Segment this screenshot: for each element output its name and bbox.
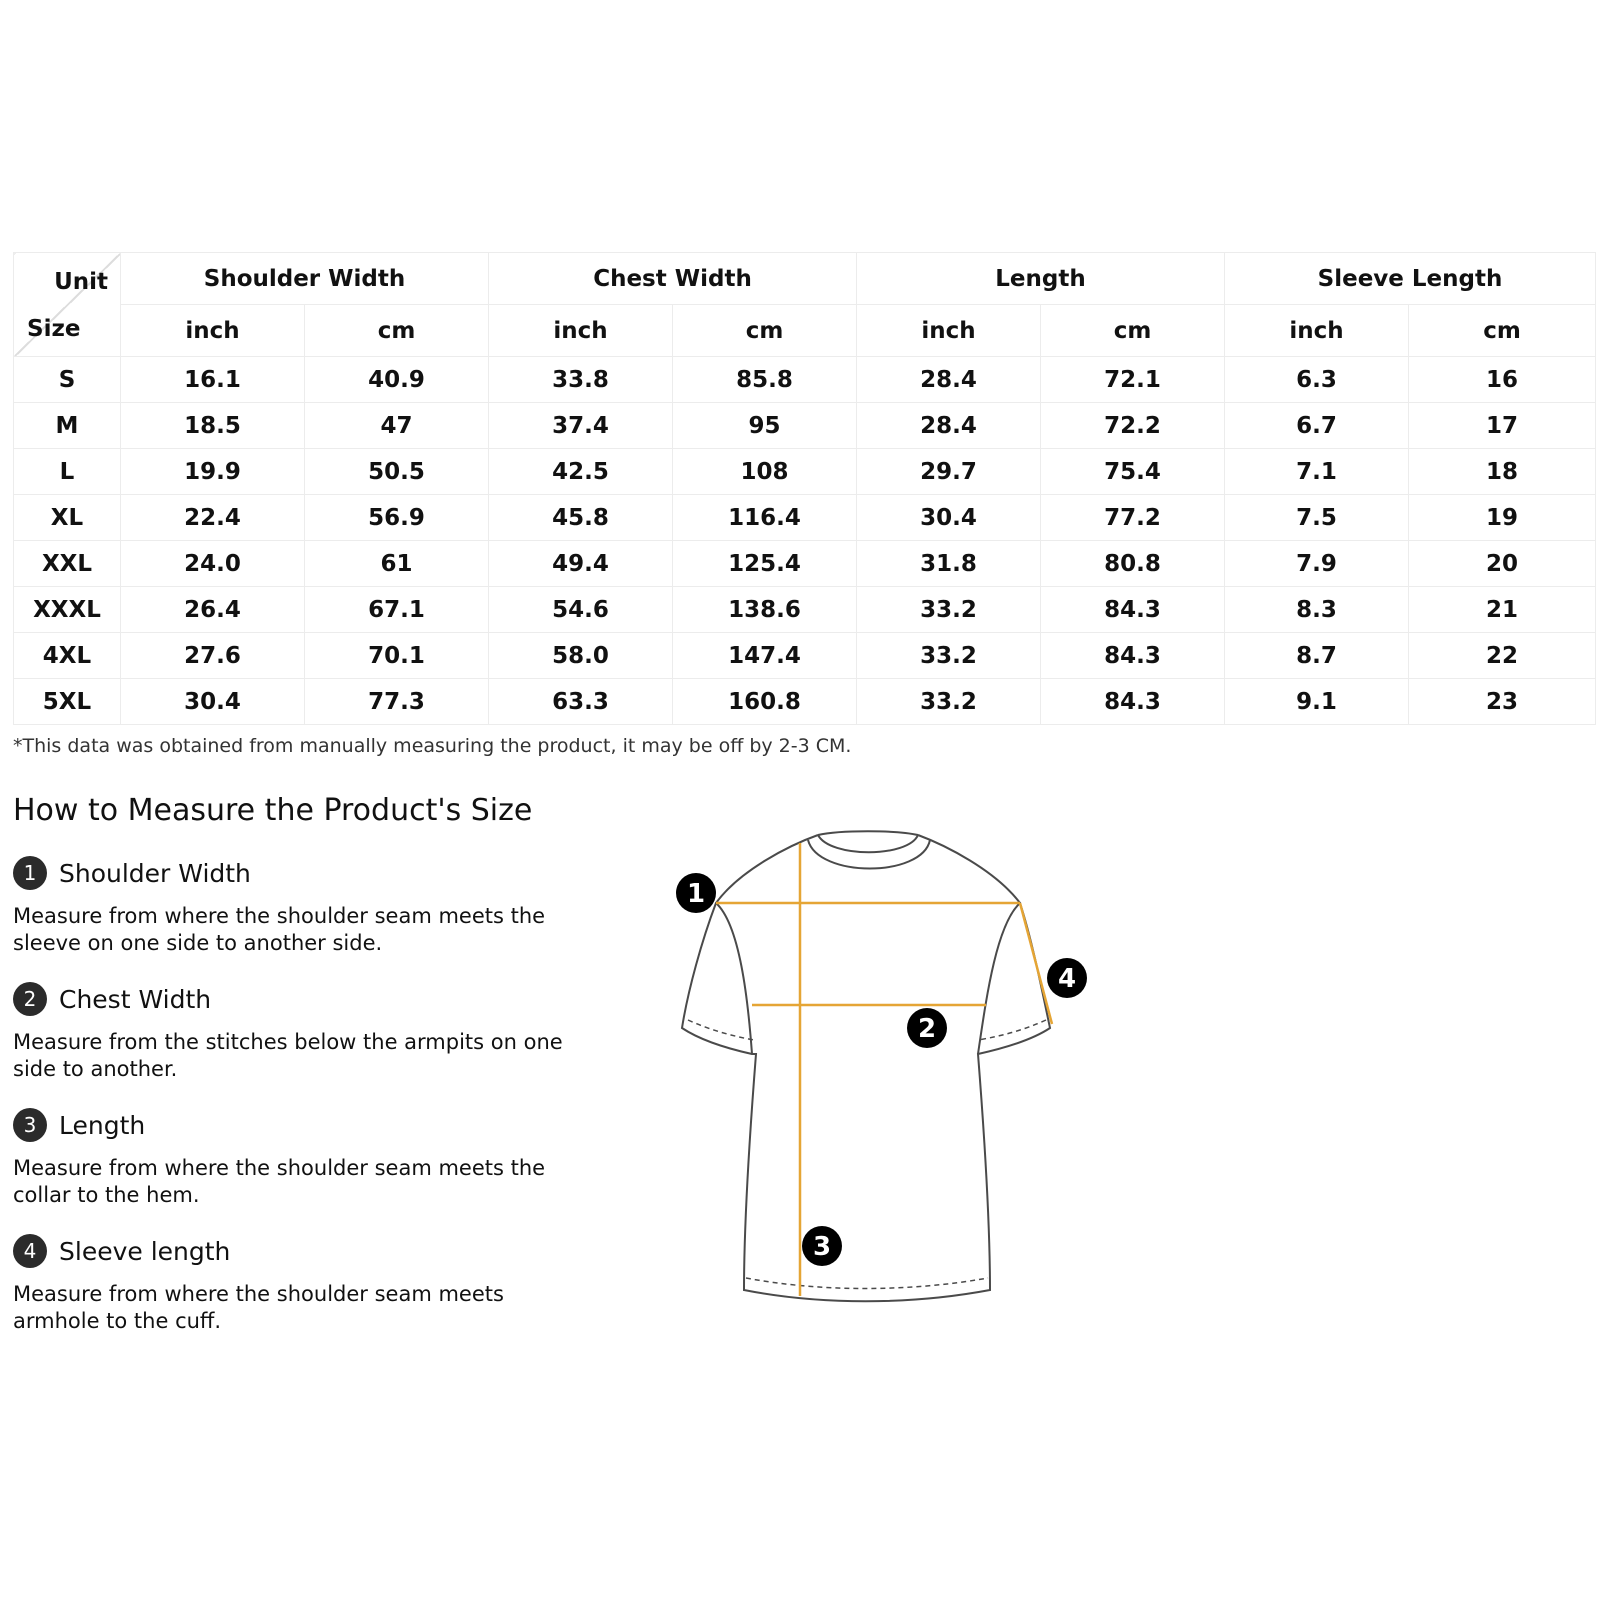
measurement-cell: 29.7 bbox=[857, 449, 1041, 495]
table-row bbox=[14, 541, 1596, 587]
measurement-cell: 33.2 bbox=[857, 679, 1041, 725]
measurement-cell: 33.2 bbox=[857, 587, 1041, 633]
measurement-cell: 28.4 bbox=[857, 403, 1041, 449]
measurement-lines bbox=[716, 843, 1052, 1296]
table-row bbox=[14, 449, 1596, 495]
table-row bbox=[14, 357, 1596, 403]
table-row bbox=[14, 587, 1596, 633]
subheader-unit: inch bbox=[857, 305, 1041, 357]
measurement-cell: 31.8 bbox=[857, 541, 1041, 587]
diagram-marker-4 bbox=[1047, 958, 1087, 998]
step-title: Sleeve length bbox=[59, 1236, 231, 1266]
measurement-cell: 26.4 bbox=[121, 587, 305, 633]
subheader-unit: cm bbox=[1409, 305, 1596, 357]
measurement-cell: 16 bbox=[1409, 357, 1596, 403]
size-cell: M bbox=[14, 403, 121, 449]
measurement-cell: 45.8 bbox=[489, 495, 673, 541]
measurement-cell: 7.1 bbox=[1225, 449, 1409, 495]
measurement-cell: 85.8 bbox=[673, 357, 857, 403]
size-cell: XXL bbox=[14, 541, 121, 587]
tshirt-diagram bbox=[640, 800, 1120, 1320]
measurement-cell: 6.3 bbox=[1225, 357, 1409, 403]
measurement-cell: 6.7 bbox=[1225, 403, 1409, 449]
marker-label: 4 bbox=[1057, 964, 1077, 994]
step-title: Chest Width bbox=[59, 984, 212, 1014]
tshirt-stitching bbox=[688, 1020, 1046, 1289]
measurement-cell: 49.4 bbox=[489, 541, 673, 587]
header-length: Length bbox=[857, 253, 1225, 305]
measurement-cell: 72.2 bbox=[1041, 403, 1225, 449]
size-cell: 4XL bbox=[14, 633, 121, 679]
measurement-cell: 28.4 bbox=[857, 357, 1041, 403]
measurement-cell: 22 bbox=[1409, 633, 1596, 679]
measurement-cell: 95 bbox=[673, 403, 857, 449]
step-description: Measure from where the shoulder seam meets the sleeve on one side to another side. bbox=[13, 904, 546, 955]
table-row bbox=[14, 495, 1596, 541]
subheader-unit: cm bbox=[1041, 305, 1225, 357]
size-cell: L bbox=[14, 449, 121, 495]
step-description: Measure from the stitches below the armpits on one side to another. bbox=[13, 1030, 563, 1081]
measurement-cell: 67.1 bbox=[305, 587, 489, 633]
measurement-cell: 27.6 bbox=[121, 633, 305, 679]
measurement-cell: 19.9 bbox=[121, 449, 305, 495]
measurement-cell: 138.6 bbox=[673, 587, 857, 633]
step-length bbox=[13, 1107, 573, 1209]
marker-label: 3 bbox=[812, 1232, 832, 1262]
corner-header-cell bbox=[14, 253, 121, 357]
measurement-cell: 7.9 bbox=[1225, 541, 1409, 587]
measurement-cell: 80.8 bbox=[1041, 541, 1225, 587]
table-row bbox=[14, 633, 1596, 679]
howto-title: How to Measure the Product's Size bbox=[13, 793, 533, 828]
step-description: Measure from where the shoulder seam meets armhole to the cuff. bbox=[13, 1282, 504, 1333]
measurement-cell: 30.4 bbox=[857, 495, 1041, 541]
diagram-marker-2 bbox=[907, 1008, 947, 1048]
measurement-cell: 116.4 bbox=[673, 495, 857, 541]
table-row bbox=[14, 679, 1596, 725]
measurement-cell: 70.1 bbox=[305, 633, 489, 679]
measurement-cell: 16.1 bbox=[121, 357, 305, 403]
measurement-cell: 61 bbox=[305, 541, 489, 587]
size-cell: S bbox=[14, 357, 121, 403]
size-chart-table bbox=[13, 252, 1596, 725]
measurement-cell: 17 bbox=[1409, 403, 1596, 449]
measurement-cell: 58.0 bbox=[489, 633, 673, 679]
measurement-cell: 8.7 bbox=[1225, 633, 1409, 679]
measurement-cell: 22.4 bbox=[121, 495, 305, 541]
measurement-cell: 33.2 bbox=[857, 633, 1041, 679]
subheader-unit: inch bbox=[1225, 305, 1409, 357]
header-shoulder-width: Shoulder Width bbox=[121, 253, 489, 305]
measurement-cell: 8.3 bbox=[1225, 587, 1409, 633]
measurement-note: *This data was obtained from manually measuring the product, it may be off by 2-3 CM. bbox=[13, 735, 852, 757]
measurement-cell: 77.3 bbox=[305, 679, 489, 725]
corner-unit-label: Unit bbox=[54, 269, 108, 295]
measurement-cell: 20 bbox=[1409, 541, 1596, 587]
measurement-cell: 125.4 bbox=[673, 541, 857, 587]
measurement-cell: 63.3 bbox=[489, 679, 673, 725]
measurement-cell: 19 bbox=[1409, 495, 1596, 541]
measurement-cell: 84.3 bbox=[1041, 633, 1225, 679]
measurement-cell: 160.8 bbox=[673, 679, 857, 725]
measurement-cell: 50.5 bbox=[305, 449, 489, 495]
step-sleeve-length bbox=[13, 1233, 573, 1335]
size-cell: 5XL bbox=[14, 679, 121, 725]
step-chest-width bbox=[13, 981, 573, 1083]
measurement-cell: 23 bbox=[1409, 679, 1596, 725]
step-title: Length bbox=[59, 1110, 146, 1140]
diagram-marker-1 bbox=[676, 873, 716, 913]
size-chart-body bbox=[14, 357, 1596, 725]
measurement-cell: 84.3 bbox=[1041, 587, 1225, 633]
measurement-cell: 75.4 bbox=[1041, 449, 1225, 495]
measurement-cell: 21 bbox=[1409, 587, 1596, 633]
step-title: Shoulder Width bbox=[59, 858, 251, 888]
sleeve-length-line bbox=[1020, 903, 1052, 1024]
measurement-cell: 84.3 bbox=[1041, 679, 1225, 725]
measurement-cell: 72.1 bbox=[1041, 357, 1225, 403]
table-row bbox=[14, 403, 1596, 449]
step-description: Measure from where the shoulder seam meets the collar to the hem. bbox=[13, 1156, 546, 1207]
measurement-cell: 24.0 bbox=[121, 541, 305, 587]
step-number-badge: 4 bbox=[13, 1234, 47, 1268]
subheader-unit: inch bbox=[489, 305, 673, 357]
measurement-cell: 47 bbox=[305, 403, 489, 449]
step-number-badge: 2 bbox=[13, 982, 47, 1016]
size-cell: XL bbox=[14, 495, 121, 541]
measurement-cell: 37.4 bbox=[489, 403, 673, 449]
measurement-cell: 30.4 bbox=[121, 679, 305, 725]
measurement-cell: 18 bbox=[1409, 449, 1596, 495]
size-cell: XXXL bbox=[14, 587, 121, 633]
measurement-cell: 33.8 bbox=[489, 357, 673, 403]
measurement-cell: 9.1 bbox=[1225, 679, 1409, 725]
diagram-marker-3 bbox=[802, 1226, 842, 1266]
header-chest-width: Chest Width bbox=[489, 253, 857, 305]
corner-size-label: Size bbox=[27, 316, 81, 342]
marker-label: 1 bbox=[686, 879, 706, 909]
marker-label: 2 bbox=[917, 1014, 937, 1044]
subheader-unit: cm bbox=[305, 305, 489, 357]
step-number-badge: 1 bbox=[13, 856, 47, 890]
measurement-cell: 40.9 bbox=[305, 357, 489, 403]
measurement-cell: 147.4 bbox=[673, 633, 857, 679]
measurement-cell: 18.5 bbox=[121, 403, 305, 449]
step-number-badge: 3 bbox=[13, 1108, 47, 1142]
subheader-unit: inch bbox=[121, 305, 305, 357]
measurement-cell: 77.2 bbox=[1041, 495, 1225, 541]
measurement-cell: 56.9 bbox=[305, 495, 489, 541]
measurement-cell: 54.6 bbox=[489, 587, 673, 633]
subheader-unit: cm bbox=[673, 305, 857, 357]
measurement-cell: 42.5 bbox=[489, 449, 673, 495]
step-shoulder-width bbox=[13, 855, 573, 957]
measurement-cell: 108 bbox=[673, 449, 857, 495]
header-sleeve-length: Sleeve Length bbox=[1225, 253, 1596, 305]
measurement-cell: 7.5 bbox=[1225, 495, 1409, 541]
